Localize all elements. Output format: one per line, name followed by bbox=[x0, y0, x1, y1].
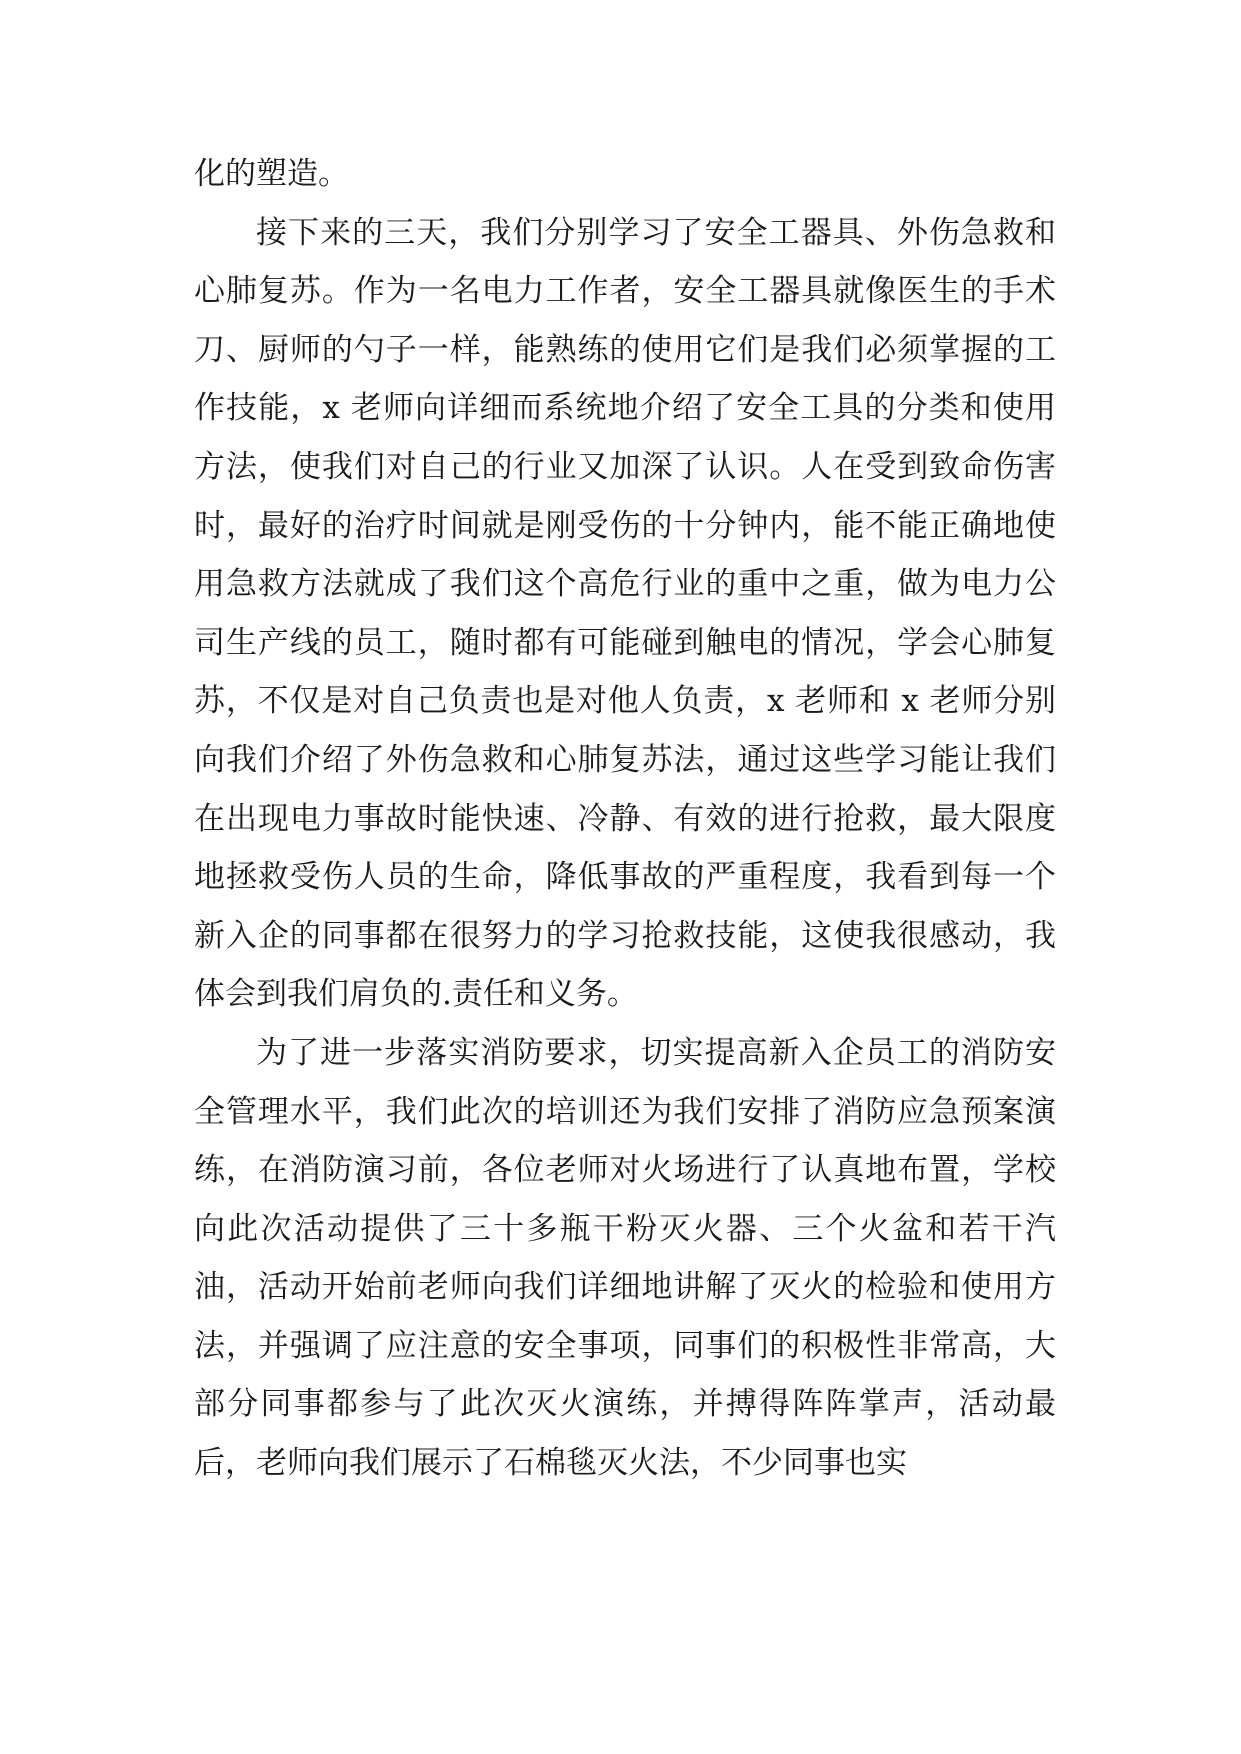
paragraph-fire-drill: 为了进一步落实消防要求，切实提高新入企员工的消防安全管理水平，我们此次的培训还为我们安排了消防应急预案演练，在消防演习前，各位老师对火场进行了认真地布置，学校向此次活动提供了三十多瓶干粉灭火器、三个火盆和若干汽油，活动开始前老师向我们详细地讲解了灭火的检验和使用方法，并强调了应注意的安全事项，同事们的积极性非常高，大部分同事都参与了此次灭火演练，并搏得阵阵掌声，活动最后，老师向我们展示了石棉毯灭火法，不少同事也实 bbox=[194, 1034, 1056, 1482]
document-body bbox=[194, 145, 1056, 1493]
paragraph-safety-tools-first-aid: 接下来的三天，我们分别学习了安全工器具、外伤急救和心肺复苏。作为一名电力工作者，安全工器具就像医生的手术刀、厨师的勺子一样，能熟练的使用它们是我们必须掌握的工作技能，x 老师向详细而系统地介绍了安全工具的分类和使用方法，使我们对自己的行业又加深了认识。人在受到致命伤害时，最好的治疗时间就是刚受伤的十分钟内，能不能正确地使用急救方法就成了我们这个高危行业的重中之重，做为电力公司生产线的员工，随时都有可能碰到触电的情况，学会心肺复苏，不仅是对自己负责也是对他人负责，x 老师和 x 老师分别向我们介绍了外伤急救和心肺复苏法，通过这些学习能让我们在出现电力事故时能快速、冷静、有效的进行抢救，最大限度地拯救受伤人员的生命，降低事故的严重程度，我看到每一个新入企的同事都在很努力的学习抢救技能，这使我很感动，我体会到我们肩负的.责任和义务。 bbox=[194, 214, 1056, 1013]
paragraph-continuation: 化的塑造。 bbox=[194, 156, 349, 192]
